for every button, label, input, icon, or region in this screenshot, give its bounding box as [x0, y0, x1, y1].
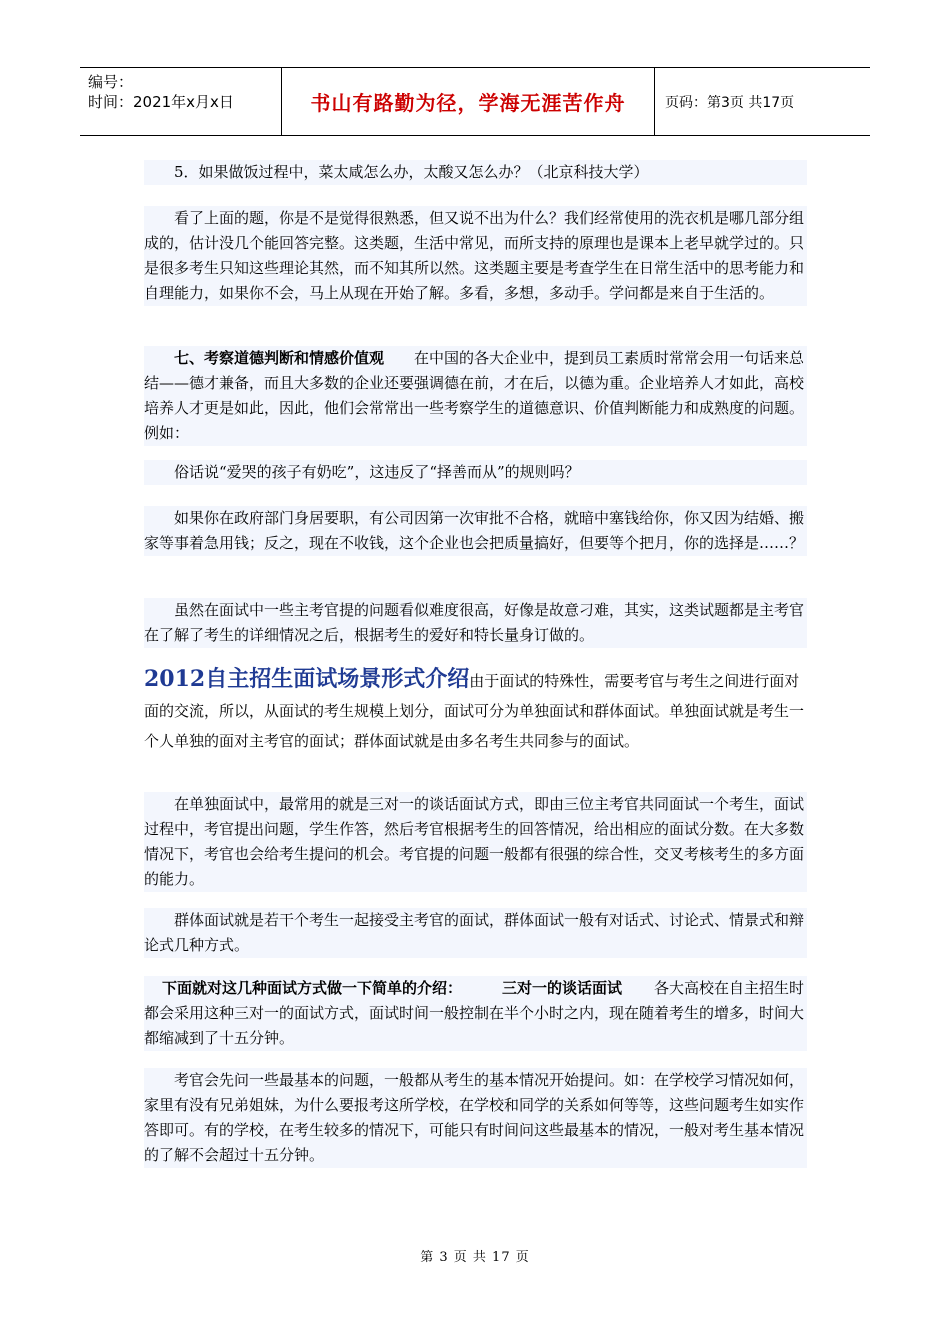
section-p2 — [144, 460, 807, 485]
section-7-text: 在中国的各大企业中，提到员工素质时常常会用一句话来总结——德才兼备，而且大多数的企业还要强调德在前，才在后，以德为重。企业培养人才如此，高校培养人才更是如此，因此，他们会常常出一些考察学生的道德意识、价值判断能力和成熟度的问题。例如： — [144, 349, 805, 442]
section-p7 — [144, 1068, 807, 1168]
section-title-text: 由于面试的特殊性，需要考官与考生之间进行面对面的交流，所以，从面试的考生规模上划分，面试可分为单独面试和群体面试。单独面试就是考生一个人单独的面对主考官的面试；群体面试就是由多名考生共同参与的面试。 — [144, 672, 805, 750]
section-p5 — [144, 792, 807, 892]
time-label: 时间：2021年x月x日 — [88, 93, 234, 111]
section-q5 — [144, 160, 807, 185]
section-p1 — [144, 206, 807, 306]
paragraph-basic-questions: 考官会先问一些最基本的问题，一般都从考生的基本情况开始提问。如：在学校学习情况如何，家里有没有兄弟姐妹，为什么要报考这所学校，在学校和同学的关系如何等等，这些问题考生如实作答即可。有的学校，在考生较多的情况下，可能只有时间问这些最基本的情况，一般对考生基本情况的了解不会超过十五分钟。 — [144, 1071, 805, 1164]
number-label: 编号： — [88, 73, 134, 91]
section-title — [144, 664, 807, 756]
header-table — [80, 67, 870, 136]
section-title-heading: 2012自主招生面试场景形式介绍 — [144, 666, 470, 692]
page-footer: 第 3 页 共 17 页 — [420, 1250, 530, 1265]
paragraph-question-design: 虽然在面试中一些主考官提的问题看似难度很高，好像是故意刁难，其实，这类试题都是主考官在了解了考生的详细情况之后，根据考生的爱好和特长量身订做的。 — [144, 601, 805, 644]
question-5: 5．如果做饭过程中，菜太咸怎么办，太酸又怎么办？（北京科技大学） — [174, 163, 649, 181]
page-info: 页码：第3页 共17页 — [665, 94, 795, 111]
paragraph-section-7 — [144, 346, 807, 446]
paragraph-group-interview: 群体面试就是若干个考生一起接受主考官的面试，群体面试一般有对话式、讨论式、情景式和辩论式几种方式。 — [144, 911, 805, 954]
intro-heading: 下面就对这几种面试方式做一下简单的介绍： — [162, 979, 463, 997]
paragraph-life-questions: 看了上面的题，你是不是觉得很熟悉，但又说不出为什么？我们经常使用的洗衣机是哪几部分组成的，估计没几个能回答完整。这类题，生活中常见，而所支持的原理也是课本上老早就学过的。只是很多考生只知这些理论其然，而不知其所以然。这类题主要是考查学生在日常生活中的思考能力和自理能力，如果你不会，马上从现在开始了解。多看，多想，多动手。学问都是来自于生活的。 — [144, 209, 805, 302]
motto: 书山有路勤为径，学海无涯苦作舟 — [282, 68, 655, 135]
intro-text: 各大高校在自主招生时都会采用这种三对一的面试方式，面试时间一般控制在半个小时之内，现在随着考生的增多，时间大都缩减到了十五分钟。 — [144, 979, 805, 1047]
section-p4 — [144, 598, 807, 648]
section-7 — [144, 346, 807, 446]
paragraph-single-interview: 在单独面试中，最常用的就是三对一的谈话面试方式，即由三位主考官共同面试一个考生，面试过程中，考官提出问题，学生作答，然后考官根据考生的回答情况，给出相应的面试分数。在大多数情况下，考官也会给考生提问的机会。考官提的问题一般都有很强的综合性，交叉考核考生的多方面的能力。 — [144, 795, 805, 888]
paragraph-intro — [144, 976, 807, 1051]
intro-subheading: 三对一的谈话面试 — [502, 979, 623, 997]
paragraph-bribe-question: 如果你在政府部门身居要职，有公司因第一次审批不合格，就暗中塞钱给你，你又因为结婚、搬家等事着急用钱；反之，现在不收钱，这个企业也会把质量搞好，但要等个把月，你的选择是……？ — [144, 509, 805, 552]
header-left-cell — [80, 68, 282, 135]
section-7-heading: 七、考察道德判断和情感价值观 — [174, 349, 385, 367]
paragraph-proverb-question: 俗话说“爱哭的孩子有奶吃”，这违反了“择善而从”的规则吗？ — [174, 463, 580, 481]
section-p6 — [144, 908, 807, 958]
section-p3 — [144, 506, 807, 556]
section-intro — [144, 976, 807, 1051]
